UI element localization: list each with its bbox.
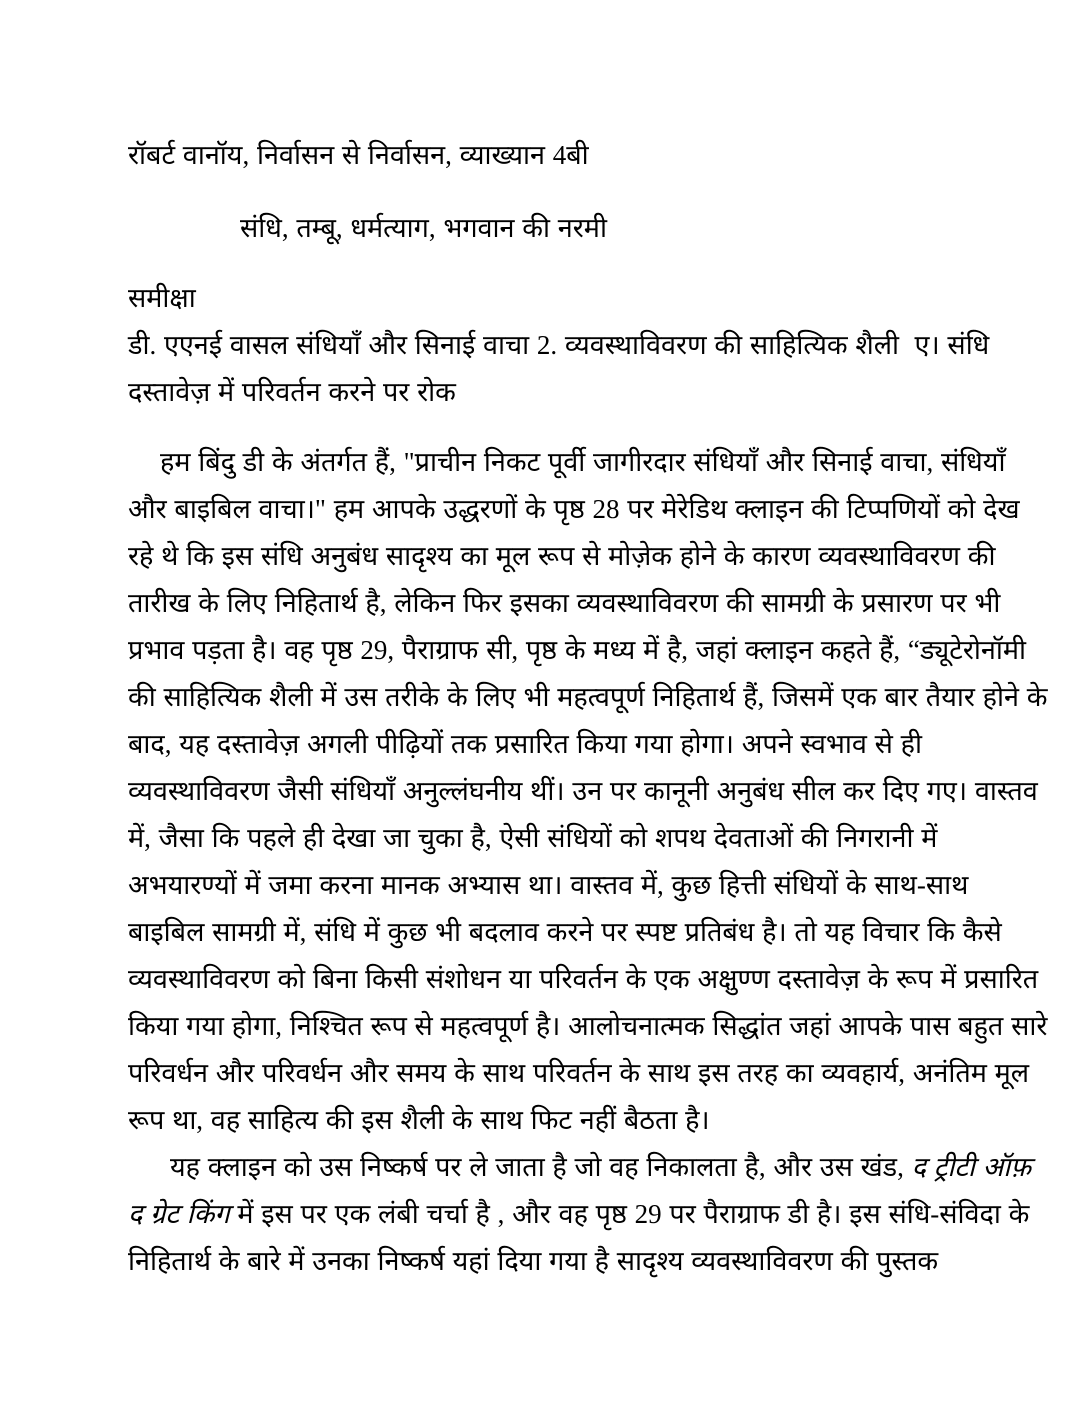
review-outline: डी. एएनई वासल संधियाँ और सिनाई वाचा 2. व्यवस्थाविवरण की साहित्यिक शैली ए। संधि दस्तावेज़ में परिवर्तन करने पर रोक: [128, 330, 990, 407]
book-title-italic: द ट्रीटी ऑफ़ द ग्रेट किंग: [128, 1152, 1032, 1229]
document-title: रॉबर्ट वानॉय, निर्वासन से निर्वासन, व्याख्यान 4बी: [128, 140, 589, 170]
review-heading: समीक्षा: [128, 283, 196, 313]
document-subtitle: संधि, तम्बू, धर्मत्याग, भगवान की नरमी: [240, 213, 607, 243]
paragraph-2: [128, 1144, 1050, 1285]
paragraph-1: हम बिंदु डी के अंतर्गत हैं, "प्राचीन निकट पूर्वी जागीरदार संधियाँ और सिनाई वाचा, संधियाँ और बाइबिल वाचा।" हम आपके उद्धरणों के पृष्ठ 28 पर मेरेडिथ क्लाइन की टिप्पणियों को देख रहे थे कि इस संधि अनुबंध सादृश्य का मूल रूप से मोज़ेक होने के कारण व्यवस्थाविवरण की तारीख के लिए निहितार्थ है, लेकिन फिर इसका व्यवस्थाविवरण की सामग्री के प्रसारण पर भी प्रभाव पड़ता है। वह पृष्ठ 29, पैराग्राफ सी, पृष्ठ के मध्य में है, जहां क्लाइन कहते हैं, “ड्यूटेरोनॉमी की साहित्यिक शैली में उस तरीके के लिए भी महत्वपूर्ण निहितार्थ हैं, जिसमें एक बार तैयार होने के बाद, यह दस्तावेज़ अगली पीढ़ियों तक प्रसारित किया गया होगा। अपने स्वभाव से ही व्यवस्थाविवरण जैसी संधियाँ अनुल्लंघनीय थीं। उन पर कानूनी अनुबंध सील कर दिए गए। वास्तव में, जैसा कि पहले ही देखा जा चुका है, ऐसी संधियों को शपथ देवताओं की निगरानी में अभयारण्यों में जमा करना मानक अभ्यास था। वास्तव में, कुछ हित्ती संधियों के साथ-साथ बाइबिल सामग्री में, संधि में कुछ भी बदलाव करने पर स्पष्ट प्रतिबंध है। तो यह विचार कि कैसे व्यवस्थाविवरण को बिना किसी संशोधन या परिवर्तन के एक अक्षुण्ण दस्तावेज़ के रूप में प्रसारित किया गया होगा, निश्चित रूप से महत्वपूर्ण है। आलोचनात्मक सिद्धांत जहां आपके पास बहुत सारे परिवर्धन और परिवर्धन और समय के साथ परिवर्तन के साथ इस तरह का व्यवहार्य, अनंतिम मूल रूप था, वह साहित्य की इस शैली के साथ फिट नहीं बैठता है।: [128, 447, 1048, 1135]
paragraph-2-rest-text: में इस पर एक लंबी चर्चा है , और वह पृष्ठ 29 पर पैराग्राफ डी है। इस संधि-संविदा के निहितार्थ के बारे में उनका निष्कर्ष यहां दिया गया है सादृश्य व्यवस्थाविवरण की पुस्तक: [128, 1199, 1030, 1276]
paragraph-2-lead-text: यह क्लाइन को उस निष्कर्ष पर ले जाता है जो वह निकालता है, और उस खंड,: [170, 1152, 912, 1182]
